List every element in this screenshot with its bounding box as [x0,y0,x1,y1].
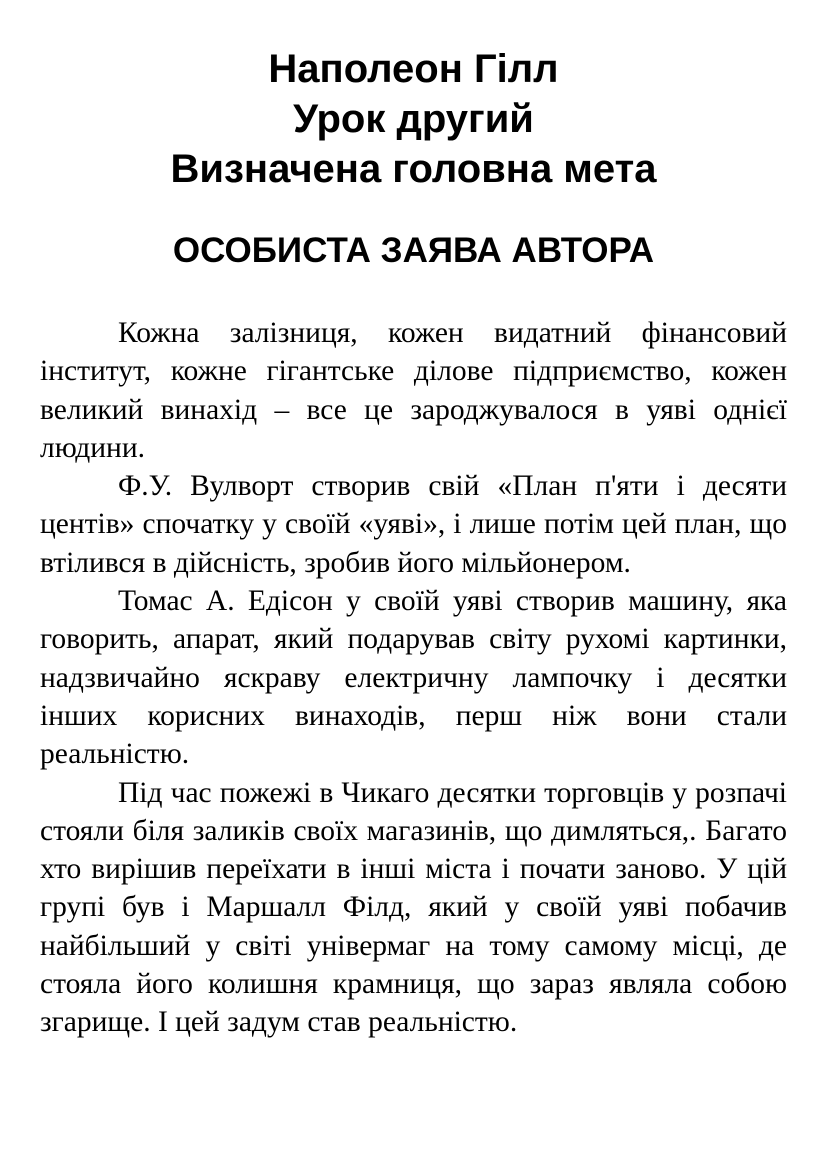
section-heading: ОСОБИСТА ЗАЯВА АВТОРА [172,231,655,270]
lesson-title: Урок другий [293,97,534,141]
paragraph: Томас А. Едісон у своїй уяві створив машину, яка говорить, апарат, який подарував світу рухомі картинки, надзвичайно яскраву електричну лампочку і десятки інших корисних винаходів, перш ніж вони стали реальністю. [40,585,787,771]
body-text [40,314,787,1042]
title-block [0,44,827,194]
paragraph: Кожна залізниця, кожен видатний фінансовий інститут, кожне гігантське ділове підприємство, кожен великий винахід – все це зароджувалося в уяві однієї людини. [40,317,787,464]
author-name: Наполеон Гілл [268,47,559,91]
lesson-topic: Визначена головна мета [170,147,657,191]
paragraph: Під час пожежі в Чикаго десятки торговців у розпачі стояли біля заликів своїх магазинів, що димляться,. Багато хто вирішив переїхати в інші міста і почати заново. У цій групі був і Маршалл Філд, який у своїй уяві побачив найбільший у світі універмаг на тому самому місці, де стояла його колишня крамниця, що зараз являла собою згарище. І цей задум став реальністю. [40,776,787,1039]
paragraph: Ф.У. Вулворт створив свій «План п'яти і десяти центів» спочатку у своїй «уяві», і лише потім цей план, що втілився в дійсність, зробив його мільйонером. [40,470,787,579]
